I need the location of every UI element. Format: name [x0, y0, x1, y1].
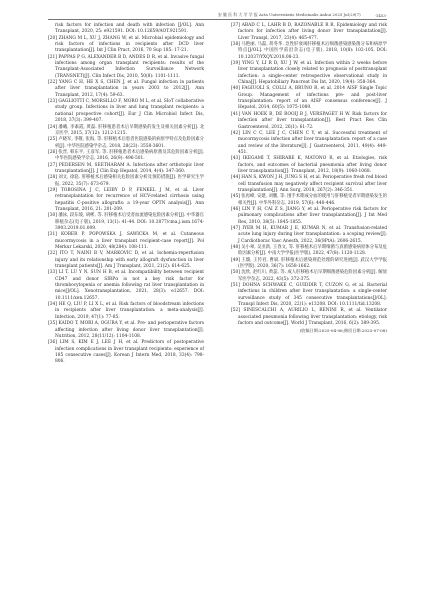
reference-entry: [45] 张再峰, 安建, 刘鹏, 等. 围手术期成分血的使用与肝移植受者早期感染发生的相关性[J]. 中华外科杂志, 2019, 57(6): 440-446.	[231, 194, 387, 206]
reference-entry: [34] HE Q, LIU P, LI X L, et al. Risk factors of bloodstream infections in recipients after liver transplantation: a meta-analysis[J]. Infection, 2019, 47(1): 77-85.	[48, 302, 204, 320]
reference-entry: [32] ITO T, NAINI B V, MARKOVIC D, et al. Ischemia-reperfusion injury and its relationship with early allograft dysfunction in liver transplant patients[J]. Am J Transplant, 2021, 21(2): 614-625.	[48, 251, 204, 270]
reference-entry: [36] LIM S, KIM E J, LEE J H, et al. Predictors of postoperative infection complications in liver transplant recipients: experience of 185 consecutive cases[J]. Korean J Intern Med, 2018, 33(4): 798-806.	[48, 340, 204, 365]
reference-list-left	[48, 23, 204, 366]
reference-entry: [49] 王璇, 王传君, 曹斌. 肝移植术后感染规范处理的研究进展[J]. 武汉大学学报(医学版), 2020, 36(7): 1658-1662.	[231, 257, 387, 270]
reference-entry: [28] 刘文, 徐骁. 肝移植术后感染相关危险因素分析及预防措施[J]. 医学研究生学报, 2022, 35(7): 673-679.	[48, 175, 204, 187]
journal-title: 安 徽 医 科 大 学 学 报 Acta Universitatis Medicinalis Anhui 2025 Jul;29(7)	[217, 12, 361, 17]
reference-entry: [21] PAPPAS P G, ALEXANDER B D, ANDES D R, et al. Invasive fungal infections among organ transplant recipients: results of the Transplant-Associated Infection Surveillance Network (TRANSNET)[J]. Clin Infect Dis, 2010, 50(8): 1101-1111.	[48, 54, 204, 79]
reference-entry: [38] 马艳丽, 马磊, 蒋冬华. 急性肝衰竭肝移植术后细菌感染感染菌分布和病原学特点[J/OL]. 中国医学前沿杂志(电子版), 2018, 10(8): 102-105. DOI: 10.12037/YXQY.2018.08-23.	[231, 42, 387, 60]
reference-entry: [30] 潘泳, 段东坡, 胡彬, 等. 肝移植术后受者血流感染危险因素分析[J]. 中华器官移植杂志(电子版), 2019, 13(1): 41-44. DOI: 10.3877/cma.j.issn.1674-3903.2019.01.009.	[48, 213, 204, 231]
reference-entry: [39] YING Y, LI R D, XU J W, et al. Infection within 2 weeks before liver transplantation closely related to prognosis of posttransplant infection: a single-center retrospective observational study in China[J]. Hepatobiliary Pancreat Dis Int, 2020, 19(4): 358-364.	[231, 61, 387, 86]
reference-entry: [51] DOHNA SCHWAKE C, GUIDDIR T, CUZON G, et al. Bacterial infections in children after liver transplantation: a single-center surveillance study of 345 consecutive transplantations[J/OL]. Transpl Infect Dis, 2020, 22(1): e13208. DOI: 10.1111/tid.13208.	[231, 283, 387, 308]
reference-entry: [47] IYER M H, KUMAR J E, KUMAR N, et al. Transfusion-related acute lung injury during liver transplantation: a scoping review[J]. J Cardiothorac Vasc Anesth, 2022, 36(8PtA): 2606-2615.	[231, 226, 387, 244]
reference-entry: [26] 张晋, 韩东平, 王彦军, 等. 肝移植患者术后感染病原菌及其危险因素分析[J]. 中华医院感染学杂志, 2016, 26(9): 496-501.	[48, 149, 204, 162]
reference-entry: risk factors for infection and death with infection [J/OL]. Ann Transplant, 2020, 25: e921591. DOI: 10.12659/AOT.921591.	[55, 23, 204, 35]
received-revised-dates: (收稿日期:2025-04-06;修回日期:2025-07-08)	[299, 327, 387, 333]
running-header	[48, 7, 387, 18]
reference-entry: [35] KAIDO T, MORI A, OGURA Y, et al. Pre- and perioperative factors affecting infection after living donor liver transplantation[J]. Nutrition, 2012, 28(11/12): 1104-1108.	[48, 321, 204, 339]
page-number: ·1453·	[374, 13, 387, 18]
reference-entry: [24] 潘曦, 李素霞, 黄磊. 肝移植患者术后早期感染的发生及相关因素分析[J]. 北京医学, 2015, 37(12): 1212-1215.	[48, 124, 204, 136]
reference-entry: [50] 沈欣, 赵红川, 黄蕊, 等. 成人肝移植术后早期细菌感染危险因素分析[J]. 解放军医学杂志, 2022, 43(5): 372-375.	[231, 270, 387, 282]
reference-entry: [27] PEDERSEN M, SEETHARAM A. Infections after orthotopic liver transplantation[J]. J Clin Exp Hepatol, 2014, 4(4): 347-360.	[48, 162, 204, 174]
reference-entry: [42] LIN C C, LEE J C, CHEN C Y, et al. Successful treatment of mucormycosis infection after liver transplantation: report of a case and review of the literature[J]. J Gastroenterol, 2011, 49(4): 449-451.	[231, 130, 387, 155]
reference-entry: [25] 卢晓军, 李敬, 张海, 等. 肝移植术后患者医院感染的病原学特点及危险因素分析[J]. 中华医院感染学杂志, 2018, 28(23): 3558-3601.	[48, 137, 204, 149]
reference-column-right	[231, 23, 387, 334]
reference-entry: [44] HAN S, KWON J H, JUNG S H, et al. Perioperative fresh red blood cell transfusion may negatively affect recipient survival after liver transplantation[J]. Ann Surg, 2018, 267(2): 346-351.	[231, 175, 387, 193]
reference-entry: [41] VAN HOEK B, DE ROOIJ B J, VERSPAGET H W. Risk factors for infection after liver transplantation[J]. Best Pract Res Clin Gastroenterol, 2012, 26(1): 61-72.	[231, 111, 387, 130]
reference-entry: [23] GAGLIOTTI C, MORSILLO F, MORO M L, et al. SIoT collaborative study group. Infections in liver and lung transplant recipients: a national prospective cohort[J]. Eur J Clin Microbiol Infect Dis, 2018, 37(3): 399-407.	[48, 99, 204, 124]
reference-entry: [43] IKEGAMI T, SHIRABE K, MATONO R, et al. Etiologies, risk factors, and outcomes of bacterial pneumonia after living donor liver transplantation[J]. Transplant, 2012, 18(9): 1060-1068.	[231, 156, 387, 174]
header-divider	[48, 19, 387, 20]
reference-entry: [22] YANG C H, HE X S, CHEN J, et al. Fungal infection in patients after liver transplantation in years 2003 to 2012[J]. Ann Transplant, 2012, 17(4): 59-63.	[48, 80, 204, 98]
reference-entry: [37] ABAD C L, LAHR B D, RAZONABLE R R. Epidemiology and risk factors for infection after living donor liver transplantation[J]. Liver Transpl, 2017, 23(4): 465-477.	[231, 23, 387, 41]
reference-entry: [46] LIN Y H, CAI Z S, JIANG Y, et al. Perioperative risk factors for pulmonary complications after liver transplantation[J]. J Int Med Res, 2010, 38(5): 1845-1855.	[231, 206, 387, 225]
reference-entry: [40] FAGIUOLI S, COLLI A, BRUNO R, et al. 2014 AISF Single Topic Group. Management of infections pre- and post-liver transplantation: report of an AISF consensus conference[J]. J Hepatol, 2014, 60(5): 1075-1089.	[231, 86, 387, 111]
reference-entry: [20] ZHANG M L, XU J, ZHANG W, et al. Microbial epidemiology and risk factors of infections in recipients after DCD liver transplantation[J]. Int J Clin Pract, 2016, 70 Sup 185: 17-21.	[48, 35, 204, 54]
reference-list-right	[231, 23, 387, 328]
reference-entry: [48] 吴小翠, 吴亚新, 王春文, 等. 肝移植术后早期细菌与真菌感染病原体分布及危险因素分析[J]. 中南大学学报(医学版), 2022, 47(8): 1120-1128.	[231, 245, 387, 257]
reference-entry: [29] TOBOSINA J C, LEIBY D P, FENKEL J M, et al. Liver retransplantation for recurrence of HCV-related cirrhosis using hepatitis C-positive allografts: a 19-year OPTN analysis[J]. Ann Transplant, 2016, 21: 201-209.	[48, 187, 204, 212]
reference-entry: [33] LI T, LU Y N, SUN H B, et al. Incompatibility between recipient CD47 and donor SIRPα is not a key risk factor for thrombocytopenia or anemia following rat liver transplantation in mice[J/OL]. Xenotransplantation, 2021, 28(3): e12657. DOI: 10.1111/xen.12657.	[48, 270, 204, 301]
reference-entry: [52] SINESCALCHI A, AURILIO L, RENINI R, et al. Ventilator associated pneumonia following liver transplantation: etiology, risk factors and outcome[J]. World J Transplant, 2016, 6(2): 389-395.	[231, 308, 387, 327]
reference-column-left	[48, 23, 204, 366]
reference-entry: [31] KOBER P, POPOWSKA J, SAWICKA M, et al. Cutaneous mucormycosis in a liver transplant recipient-case report[J]. Pol Merkur Lekarski, 2020, 48(284): 108-111.	[48, 232, 204, 251]
